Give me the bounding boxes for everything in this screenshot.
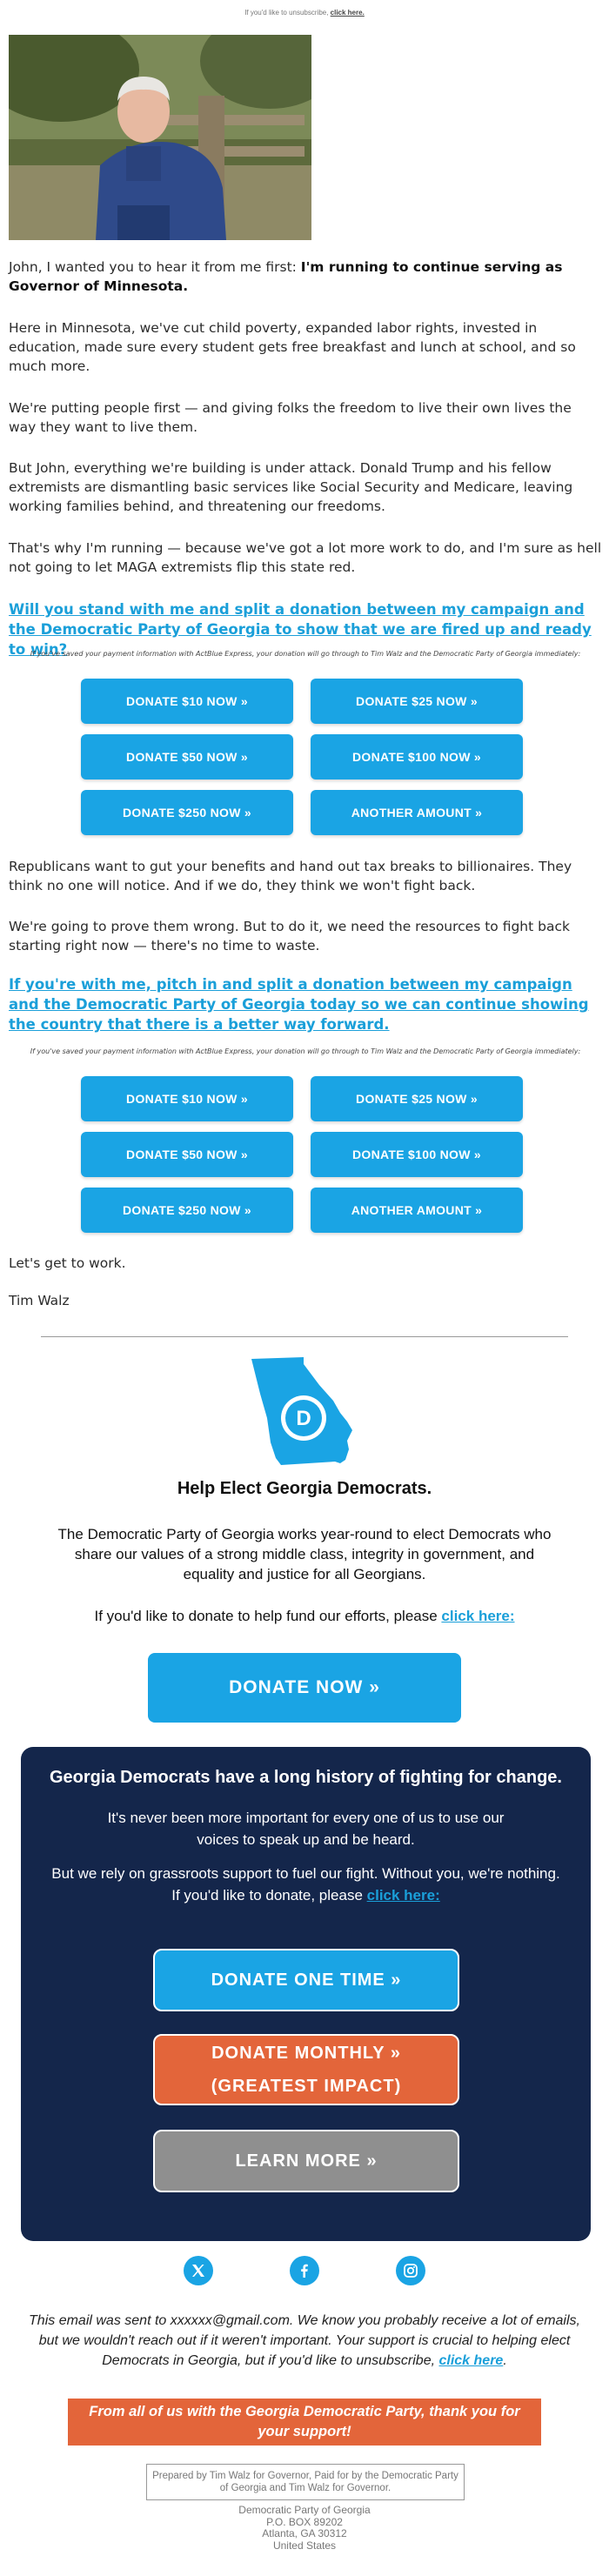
donate-one-time-button[interactable]: DONATE ONE TIME » [153,1949,459,2011]
another-amount-button[interactable]: ANOTHER AMOUNT » [311,1188,523,1233]
donate-50-button[interactable]: DONATE $50 NOW » [81,734,293,779]
party-donate-prompt-block [0,1606,609,1626]
address-line-1: Democratic Party of Georgia [238,2504,371,2516]
cta-paragraph-2 [9,974,602,1034]
donate-monthly-button[interactable] [153,2034,459,2105]
divider [41,1336,568,1337]
party-donate-prompt: If you'd like to donate to help fund our efforts, please [94,1608,442,1624]
donate-monthly-label: DONATE MONTHLY » [211,2044,401,2063]
donate-100-button[interactable]: DONATE $100 NOW » [311,1132,523,1177]
instagram-icon[interactable] [396,2256,425,2285]
hero-photo-illustration [9,35,311,240]
donate-monthly-sublabel: (GREATEST IMPACT) [211,2077,402,2096]
letter-paragraph-4: But John, everything we're building is under attack. Donald Trump and his fellow extremists are dismantling basic services like Social Security and Medicare, leaving working families behind, and threatening our freedoms. [9,460,573,514]
letter-paragraph-2: Here in Minnesota, we've cut child poverty, expanded labor rights, invested in education, made sure every student gets free breakfast and lunch at school, and so much more. [9,320,576,374]
letter-paragraph-6: Republicans want to gut your benefits and hand out tax breaks to billionaires. They think no one will notice. And if we do, they think we won't fight back. [9,859,572,893]
signature: Tim Walz [9,1293,70,1308]
address-line-3: Atlanta, GA 30312 [262,2527,347,2539]
party-description-block [0,1524,609,1584]
navy-fundraising-panel [21,1747,591,2241]
letter-paragraph-3: We're putting people first — and giving folks the freedom to live their own lives the way they want to live them. [9,400,572,435]
letter-paragraph-1 [9,258,602,296]
donate-100-button[interactable]: DONATE $100 NOW » [311,734,523,779]
donate-250-button[interactable]: DONATE $250 NOW » [81,1188,293,1233]
letter-intro: John, I wanted you to hear it from me first: [9,259,301,275]
x-twitter-icon[interactable] [184,2256,213,2285]
donate-button-grid-2 [81,1076,533,1233]
footer-unsubscribe-link[interactable]: click here [438,2353,504,2368]
actblue-disclaimer-1: If you've saved your payment information with ActBlue Express, your donation will go through to Tim Walz and the Democratic Party of Georgia immediately: [30,650,581,658]
georgia-democrats-logo [250,1355,359,1470]
donate-25-button[interactable]: DONATE $25 NOW » [311,679,523,724]
navy-paragraph-1: It's never been more important for every one of us to use our voices to speak up and be heard. [107,1810,505,1848]
x-logo-icon [191,2263,206,2278]
party-heading: Help Elect Georgia Democrats. [177,1479,432,1498]
thank-you-banner: From all of us with the Georgia Democratic Party, thank you for your support! [68,2399,541,2446]
party-heading-block [0,1479,609,1499]
preheader-text: If you'd like to unsubscribe, [244,9,331,17]
navy-donate-prompt: But we rely on grassroots support to fuel our fight. Without you, we're nothing. If you'd like to donate, please [51,1865,560,1904]
navy-donate-link[interactable]: click here: [366,1887,440,1904]
paid-for-by-box: Prepared by Tim Walz for Governor, Paid for by the Democratic Party of Georgia and Tim Walz for Governor. [146,2464,465,2500]
another-amount-button[interactable]: ANOTHER AMOUNT » [311,790,523,835]
address-line-4: United States [272,2539,337,2552]
footer-sent-text: This email was sent to xxxxxx@gmail.com. We know you probably receive a lot of emails, but we wouldn't reach out if it weren't important. Your support is crucial to helping elect Democrats in Georgia, but if you'd like to unsubscribe, [29,2313,580,2368]
navy-paragraph-2 [21,1863,591,1906]
party-description: The Democratic Party of Georgia works year-round to elect Democrats who share our values of a strong middle class, integrity in government, and equality and justice for all Georgians. [57,1526,552,1582]
footer-period: . [503,2353,507,2368]
party-donate-link[interactable]: click here: [441,1608,515,1624]
donate-10-button[interactable]: DONATE $10 NOW » [81,679,293,724]
donate-50-button[interactable]: DONATE $50 NOW » [81,1132,293,1177]
logo-letter: D [296,1407,311,1430]
donate-10-button[interactable]: DONATE $10 NOW » [81,1076,293,1121]
preheader-unsubscribe-link[interactable]: click here. [330,9,365,17]
donate-now-button[interactable]: DONATE NOW » [148,1653,461,1723]
donate-250-button[interactable]: DONATE $250 NOW » [81,790,293,835]
cta-link-2[interactable]: If you're with me, pitch in and split a donation between my campaign and the Democratic Party of Georgia today so we can continue showing the country that there is a better way forward. [9,976,589,1033]
donate-25-button[interactable]: DONATE $25 NOW » [311,1076,523,1121]
footer-disclaimer [17,2311,592,2371]
letter-paragraph-7: We're going to prove them wrong. But to do it, we need the resources to fight back starting right now — there's no time to waste. [9,919,570,953]
facebook-logo-icon [297,2263,312,2278]
hero-photo [9,35,311,240]
instagram-logo-icon [403,2263,418,2278]
georgia-map-icon [250,1355,359,1470]
donate-button-grid-1 [81,679,533,835]
address-line-2: P.O. BOX 89202 [266,2515,343,2528]
actblue-disclaimer-2: If you've saved your payment information with ActBlue Express, your donation will go through to Tim Walz and the Democratic Party of Georgia immediately: [30,1047,581,1055]
facebook-icon[interactable] [290,2256,319,2285]
letter-announcement: I'm running to continue serving as Governor of Minnesota. [9,259,563,294]
navy-heading: Georgia Democrats have a long history of fighting for change. [50,1768,562,1787]
closing-line: Let's get to work. [9,1255,126,1271]
cta-link-1[interactable]: Will you stand with me and split a donation between my campaign and the Democratic Party of Georgia to show that we are fired up and ready to win? [9,601,592,658]
mailing-address [0,2505,609,2552]
letter-paragraph-5: That's why I'm running — because we've got a lot more work to do, and I'm sure as hell not going to let MAGA extremists flip this state red. [9,540,602,575]
preheader [0,0,609,19]
learn-more-button[interactable]: LEARN MORE » [153,2130,459,2192]
